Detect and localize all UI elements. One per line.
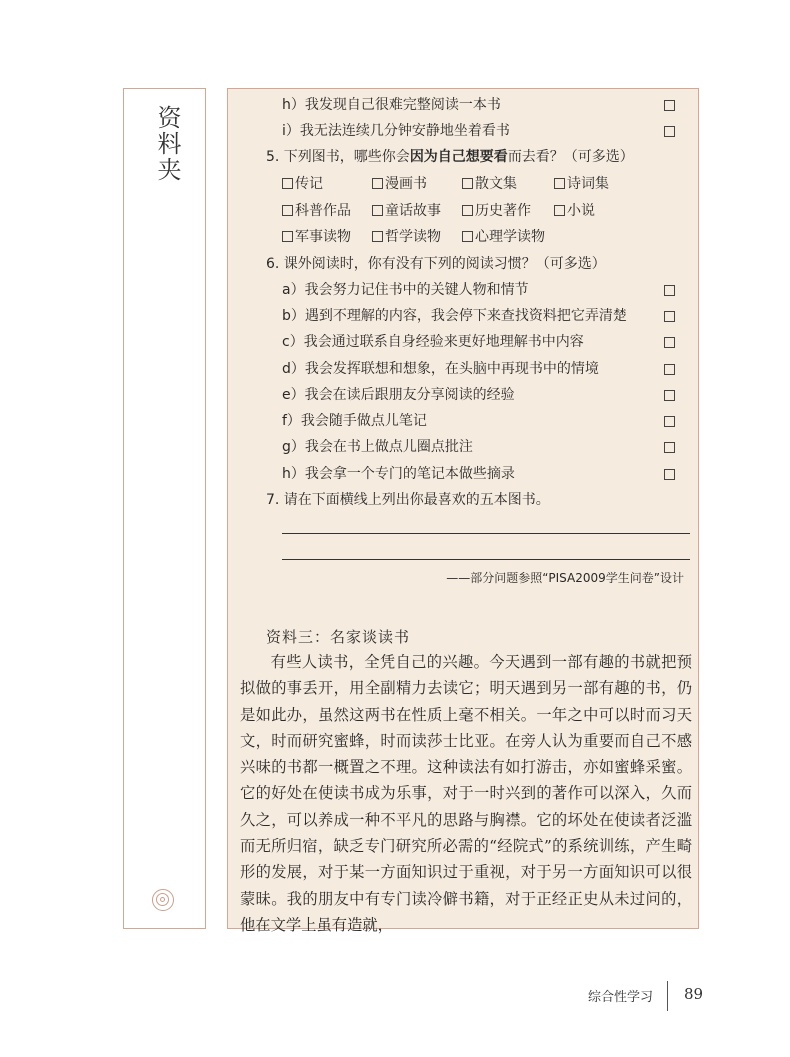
option-label: 散文集 xyxy=(475,176,517,192)
checkbox[interactable] xyxy=(372,178,383,189)
checkbox-q4i[interactable] xyxy=(664,126,675,137)
question-5-emphasis: 因为自己想要看 xyxy=(409,149,508,165)
option-military[interactable] xyxy=(282,227,351,247)
habit-item-g: g）我会在书上做点儿圈点批注 xyxy=(282,439,473,455)
question-6: 6. 课外阅读时，你有没有下列的阅读习惯？（可多选） xyxy=(266,256,606,272)
option-label: 诗词集 xyxy=(567,176,609,192)
option-label: 传记 xyxy=(295,176,323,192)
habit-item-h: h）我会拿一个专门的笔记本做些摘录 xyxy=(282,466,515,482)
checkbox-habit-c[interactable] xyxy=(664,337,675,348)
checkbox-habit-d[interactable] xyxy=(664,364,675,375)
footer-divider xyxy=(667,981,668,1011)
checkbox-habit-g[interactable] xyxy=(664,442,675,453)
checkbox-habit-h[interactable] xyxy=(664,469,675,480)
survey-credit: ——部分问题参照“PISA2009学生问卷”设计 xyxy=(446,571,684,585)
option-comics[interactable] xyxy=(372,174,427,194)
survey-item-q4h: h）我发现自己很难完整阅读一本书 xyxy=(282,97,501,113)
habit-item-a: a）我会努力记住书中的关键人物和情节 xyxy=(282,282,529,298)
page-number: 89 xyxy=(684,985,704,1003)
checkbox[interactable] xyxy=(554,205,565,216)
option-essays[interactable] xyxy=(462,174,517,194)
checkbox-habit-a[interactable] xyxy=(664,285,675,296)
target-circle-icon xyxy=(152,889,174,911)
habit-item-f: f）我会随手做点儿笔记 xyxy=(282,413,427,429)
checkbox-habit-b[interactable] xyxy=(664,311,675,322)
checkbox[interactable] xyxy=(462,231,473,242)
option-fairy-tales[interactable] xyxy=(372,201,441,221)
option-label: 心理学读物 xyxy=(475,229,545,245)
option-label: 科普作品 xyxy=(295,203,351,219)
habit-item-e: e）我会在读后跟朋友分享阅读的经验 xyxy=(282,387,515,403)
checkbox[interactable] xyxy=(282,231,293,242)
checkbox-q4h[interactable] xyxy=(664,100,675,111)
sidebar-tab xyxy=(123,88,206,929)
option-popular-science[interactable] xyxy=(282,201,351,221)
section-title: 资料三：名家谈读书 xyxy=(266,628,411,646)
sidebar-title: 资料夹 xyxy=(153,105,181,183)
option-history[interactable] xyxy=(462,201,531,221)
checkbox[interactable] xyxy=(554,178,565,189)
question-5 xyxy=(266,147,634,167)
checkbox[interactable] xyxy=(372,205,383,216)
option-novels[interactable] xyxy=(554,201,595,221)
checkbox[interactable] xyxy=(372,231,383,242)
question-7: 7. 请在下面横线上列出你最喜欢的五本图书。 xyxy=(266,492,550,508)
footer-section-label: 综合性学习 xyxy=(588,990,654,1005)
option-label: 哲学读物 xyxy=(385,229,441,245)
question-5-prefix: 5. 下列图书，哪些你会 xyxy=(266,149,410,165)
checkbox[interactable] xyxy=(462,178,473,189)
answer-line-1[interactable] xyxy=(282,533,690,534)
checkbox-habit-e[interactable] xyxy=(664,390,675,401)
option-poetry[interactable] xyxy=(554,174,609,194)
habit-item-b: b）遇到不理解的内容，我会停下来查找资料把它弄清楚 xyxy=(282,308,627,324)
checkbox[interactable] xyxy=(462,205,473,216)
content-panel xyxy=(227,88,699,934)
section-paragraph: 有些人读书，全凭自己的兴趣。今天遇到一部有趣的书就把预拟做的事丢开，用全副精力去读它；明天遇到另一部有趣的书，仍是如此办，虽然这两书在性质上毫不相关。一年之中可以时而习天文，时而研究蜜蜂，时而读莎士比亚。在旁人认为重要而自己不感兴味的书都一概置之不理。这种读法有如打游击，亦如蜜蜂采蜜。它的好处在使读书成为乐事，对于一时兴到的著作可以深入，久而久之，可以养成一种不平凡的思路与胸襟。它的坏处在使读者泛滥而无所归宿，缺乏专门研究所必需的“经院式”的系统训练，产生畸形的发展，对于某一方面知识过于重视，对于另一方面知识可以很蒙昧。我的朋友中有专门读冷僻书籍，对于正经正史从未过问的，他在文学上虽有造就， xyxy=(240,653,692,934)
option-psychology[interactable] xyxy=(462,227,545,247)
question-5-suffix: 而去看？（可多选） xyxy=(507,149,634,165)
option-label: 小说 xyxy=(567,203,595,219)
option-label: 历史著作 xyxy=(475,203,531,219)
checkbox-habit-f[interactable] xyxy=(664,416,675,427)
option-philosophy[interactable] xyxy=(372,227,441,247)
survey-item-q4i: i）我无法连续几分钟安静地坐着看书 xyxy=(282,123,510,139)
option-label: 漫画书 xyxy=(385,176,427,192)
option-biography[interactable] xyxy=(282,174,323,194)
answer-line-2[interactable] xyxy=(282,559,690,560)
option-label: 军事读物 xyxy=(295,229,351,245)
habit-item-c: c）我会通过联系自身经验来更好地理解书中内容 xyxy=(282,334,584,350)
habit-item-d: d）我会发挥联想和想象，在头脑中再现书中的情境 xyxy=(282,361,599,377)
checkbox[interactable] xyxy=(282,178,293,189)
option-label: 童话故事 xyxy=(385,203,441,219)
checkbox[interactable] xyxy=(282,205,293,216)
